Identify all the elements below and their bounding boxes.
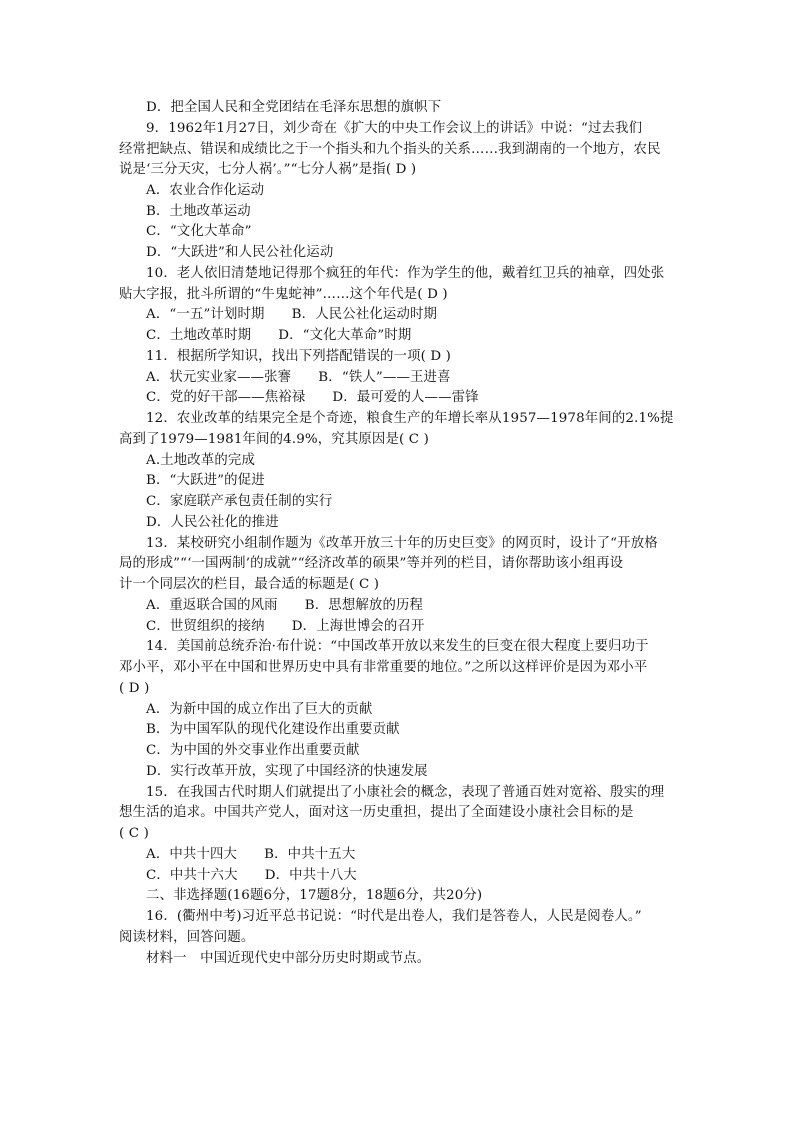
answer-option: C．家庭联产承包责任制的实行 — [146, 494, 333, 509]
question-line: 10．老人依旧清楚地记得那个疯狂的年代：作为学生的他，戴着红卫兵的袖章，四处张 — [146, 266, 665, 281]
answer-option: D．把全国人民和全党团结在毛泽东思想的旗帜下 — [146, 100, 442, 115]
answer-option: B．土地改革运动 — [146, 204, 251, 219]
question-continuation: 高到了1979—1981年间的4.9%，究其原因是( C ) — [119, 432, 429, 447]
question-continuation: 经常把缺点、错误和成绩比之于一个指头和九个指头的关系……我到湖南的一个地方，农民 — [119, 142, 661, 157]
question-continuation: 想生活的追求。中国共产党人，面对这一历史重担，提出了全面建设小康社会目标的是 — [119, 805, 634, 820]
answer-option: C．世贸组织的接纳 D．上海世博会的召开 — [146, 619, 425, 634]
answer-option: C．为中国的外交事业作出重要贡献 — [146, 743, 360, 758]
answer-option: D．人民公社化的推进 — [146, 515, 279, 530]
answer-option: C．党的好干部——焦裕禄 D．最可爱的人——雷锋 — [146, 390, 479, 405]
answer-option: C．中共十六大 D．中共十八大 — [146, 868, 357, 883]
question-line: 11．根据所学知识，找出下列搭配错误的一项( D ) — [146, 349, 452, 364]
answer-option: B．“大跃进”的促进 — [146, 473, 265, 488]
question-continuation: ( C ) — [119, 826, 149, 841]
answer-option: A．“一五”计划时期 B．人民公社化运动时期 — [146, 307, 438, 322]
question-line: 14．美国前总统乔治·布什说：“中国改革开放以来发生的巨变在很大程度上要归功于 — [146, 639, 649, 654]
answer-option: C．“文化大革命” — [146, 224, 252, 239]
answer-option: A．农业合作化运动 — [146, 183, 265, 198]
question-line: 15．在我国古代时期人们就提出了小康社会的概念，表现了普通百姓对宽裕、殷实的理 — [146, 785, 665, 800]
answer-option: A.土地改革的完成 — [146, 453, 256, 468]
answer-option: A．状元实业家——张謇 B．“铁人”——王进喜 — [146, 370, 451, 385]
answer-option: C．土地改革时期 D．“文化大革命”时期 — [146, 328, 412, 343]
answer-option: D．实行改革开放，实现了中国经济的快速发展 — [146, 764, 428, 779]
answer-option: A．中共十四大 B．中共十五大 — [146, 847, 356, 862]
question-line: 13．某校研究小组制作题为《改革开放三十年的历史巨变》的网页时，设计了“开放格 — [146, 536, 658, 551]
question-line: 二、非选择题(16题6分，17题8分，18题6分，共20分) — [146, 888, 483, 903]
question-continuation: 局的形成”“‘一国两制’的成就”“经济改革的硕果”等并列的栏目，请你帮助该小组再设 — [119, 556, 624, 571]
question-line: 材料一 中国近现代史中部分历史时期或节点。 — [146, 951, 431, 966]
question-line: 9．1962年1月27日，刘少奇在《扩大的中央工作会议上的讲话》中说：“过去我们 — [146, 121, 643, 136]
question-line: 12．农业改革的结果完全是个奇迹，粮食生产的年增长率从1957—1978年间的2.1%提 — [146, 411, 674, 426]
answer-option: B．为中国军队的现代化建设作出重要贡献 — [146, 722, 400, 737]
question-continuation: 说是‘三分天灾，七分人祸’。”“七分人祸”是指( D ) — [119, 162, 417, 177]
question-continuation: 阅读材料，回答问题。 — [119, 930, 255, 945]
question-line: 16．(衢州中考)习近平总书记说：“时代是出卷人，我们是答卷人，人民是阅卷人。” — [146, 909, 642, 924]
question-continuation: ( D ) — [119, 681, 150, 696]
answer-option: A．重返联合国的风雨 B．思想解放的历程 — [146, 598, 424, 613]
question-continuation: 贴大字报，批斗所谓的“牛鬼蛇神”……这个年代是( D ) — [119, 287, 448, 302]
answer-option: D．“大跃进”和人民公社化运动 — [146, 245, 334, 260]
question-continuation: 邓小平，邓小平在中国和世界历史中具有非常重要的地位。”之所以这样评价是因为邓小平 — [119, 660, 648, 675]
answer-option: A．为新中国的成立作出了巨大的贡献 — [146, 702, 373, 717]
question-continuation: 计一个同层次的栏目，最合适的标题是( C ) — [119, 577, 380, 592]
